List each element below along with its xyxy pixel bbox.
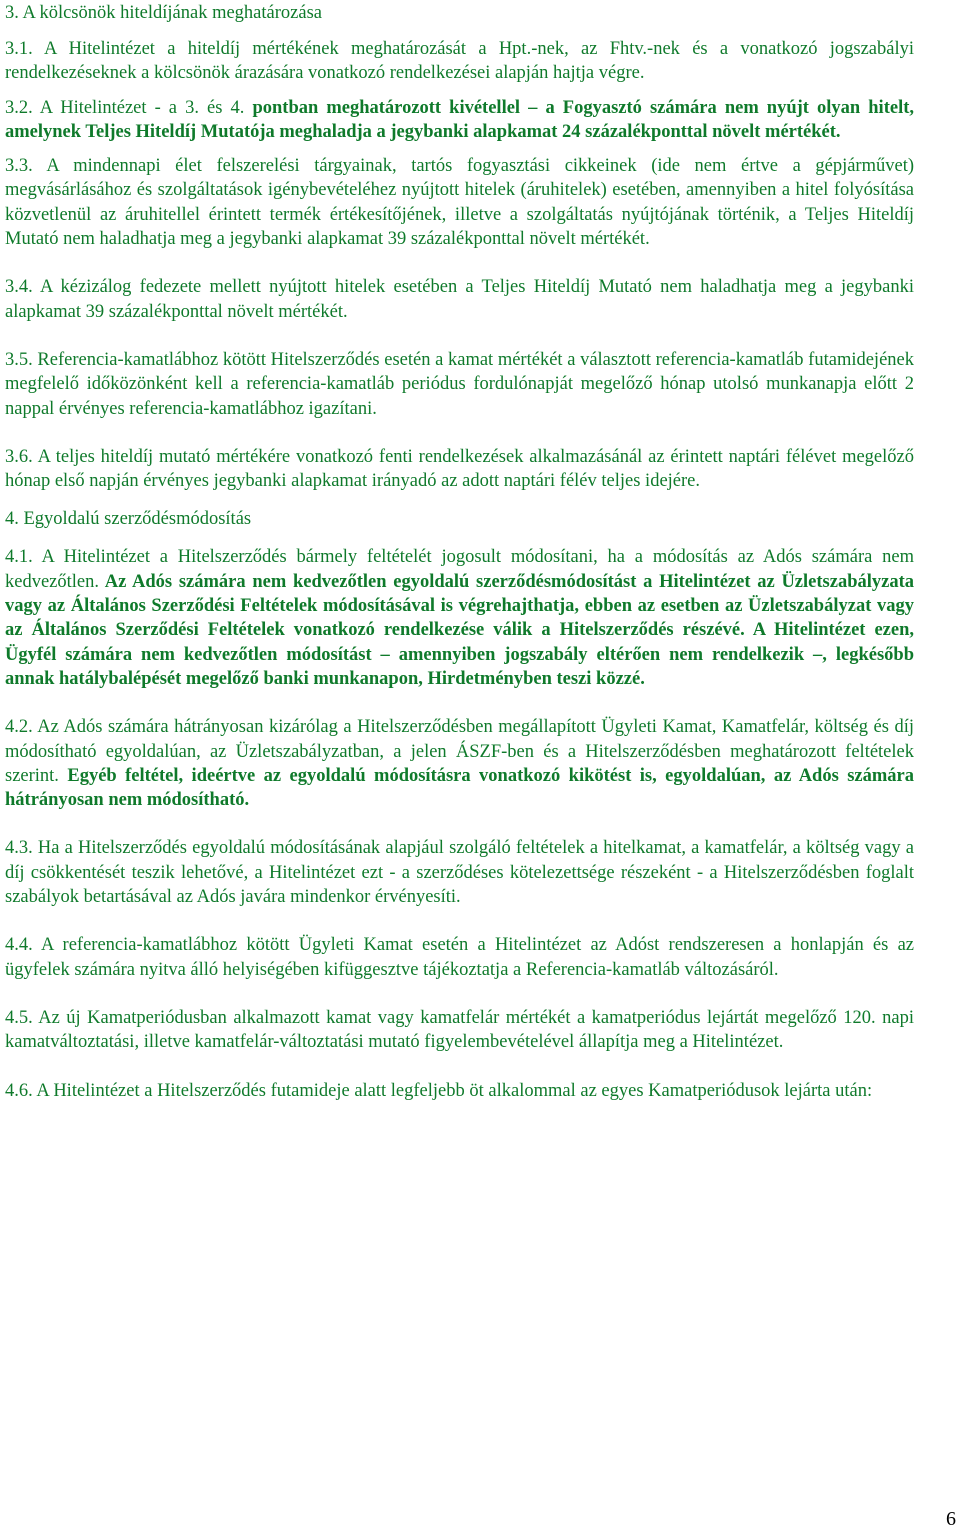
paragraph-3-3: 3.3. A mindennapi élet felszerelési tárgyainak, tartós fogyasztási cikkeinek (ide nem értve a gépjárművet) megvásárlásához és szolgáltatások igénybevételéhez nyújtott hitelek (áruhitelek) esetében, amennyiben a hitel folyósítása közvetlenül az áruhitellel érintett termék értékesítőjének, illetve a szolgáltatás nyújtójának történik, a Teljes Hiteldíj Mutató nem haladhatja meg a jegybanki alapkamat 39 százalékponttal növelt mértékét.	[5, 156, 914, 250]
paragraph-4-2-rest: Egyéb feltétel, ideértve az egyoldalú módosításra vonatkozó kikötést is, egyoldalúan, az Adós számára hátrányosan nem módosítható.	[5, 765, 914, 811]
paragraph-3-6: 3.6. A teljes hiteldíj mutató mértékére vonatkozó fenti rendelkezések alkalmazásánál az érintett naptári félévet megelőző hónap első napján érvényes jegybanki alapkamat irányadó az adott naptári félév teljes idejére.	[5, 446, 914, 492]
paragraph-3-1: 3.1. A Hitelintézet a hiteldíj mértékének meghatározását a Hpt.-nek, az Fhtv.-nek és a vonatkozó jogszabályi rendelkezéseknek a kölcsönök árazására vonatkozó rendelkezései alapján hajtja végre.	[5, 39, 914, 84]
paragraph-4-1-lead: 4.1. A Hitelintézet a Hitelszerződés bármely feltételét jogosult módosítani, ha a módosítás az Adós számára nem kedvezőtlen.	[5, 547, 914, 592]
paragraph-3-2-rest: pontban meghatározott kivétellel – a Fogyasztó számára nem nyújt olyan hitelt, amelynek Teljes Hiteldíj Mutatója meghaladja a jegybanki alapkamat 24 százalékponttal növelt mértékét.	[5, 97, 914, 142]
paragraph-4-4: 4.4. A referencia-kamatlábhoz kötött Ügyleti Kamat esetén a Hitelintézet az Adóst rendszeresen a honlapján és az ügyfelek számára nyitva álló helyiségében kifüggesztve tájékoztatja a Referencia-kamatláb változásáról.	[5, 935, 914, 980]
paragraph-4-5: 4.5. Az új Kamatperiódusban alkalmazott kamat vagy kamatfelár mértékét a kamatperiódus lejártát megelőző 120. napi kamatváltoztatási, illetve kamatfelár-változtatási mutató figyelembevételével állapítja meg a Hitelintézet.	[5, 1007, 914, 1053]
page-number: 6	[946, 1508, 956, 1530]
paragraph-4-1-rest: Az Adós számára nem kedvezőtlen egyoldalú szerződésmódosítást a Hitelintézet az Üzletszabályzata vagy az Általános Szerződési Feltételek módosításával is végrehajthatja, ebben az esetben az Üzletszabályzat vagy az Általános Szerződési Feltételek vonatkozó rendelkezése válik a Hitelszerződés részévé. A Hitelintézet ezen, Ügyfél számára nem kedvezőtlen módosítást – amennyiben jogszabály eltérően nem rendelkezik –, legkésőbb annak hatálybalépését megelőző banki munkanapon, Hirdetményben teszi közzé.	[5, 571, 914, 689]
section-3-heading: 3. A kölcsönök hiteldíjának meghatározása	[5, 3, 322, 23]
paragraph-4-6: 4.6. A Hitelintézet a Hitelszerződés futamideje alatt legfeljebb öt alkalommal az egyes Kamatperiódusok lejárta után:	[5, 1080, 873, 1101]
paragraph-3-2	[5, 96, 914, 145]
section-4-heading: 4. Egyoldalú szerződésmódosítás	[5, 509, 252, 530]
paragraph-4-3: 4.3. Ha a Hitelszerződés egyoldalú módosításának alapjául szolgáló feltételek a hitelkamat, a kamatfelár, a költség vagy a díj csökkentését teszik lehetővé, a Hitelintézet ezt - a szerződéses kötelezettsége részeként - a Hitelszerződésben foglalt szabályok betartásával az Adós javára mindenkor érvényesíti.	[5, 838, 914, 908]
paragraph-4-2	[5, 715, 914, 812]
paragraph-3-5: 3.5. Referencia-kamatlábhoz kötött Hitelszerződés esetén a kamat mértékét a választott referencia-kamatláb futamidejének megfelelő időközönként kell a referencia-kamatláb periódus fordulónapját megelőző hónap utolsó munkanapja előtt 2 nappal érvényes referencia-kamatlábhoz igazítani.	[5, 349, 914, 419]
document-page	[5, 0, 914, 1127]
paragraph-4-2-lead: 4.2. Az Adós számára hátrányosan kizárólag a Hitelszerződésben megállapított Ügyleti Kamat, Kamatfelár, költség és díj módosítható egyoldalúan, az Üzletszabályzatban, a jelen ÁSZF-ben és a Hitelszerződésben meghatározott feltételek szerint.	[5, 717, 914, 786]
paragraph-3-4: 3.4. A kézizálog fedezete mellett nyújtott hitelek esetében a Teljes Hiteldíj Mutató nem haladhatja meg a jegybanki alapkamat 39 százalékponttal növelt mértékét.	[5, 277, 914, 322]
paragraph-3-2-lead: 3.2. A Hitelintézet - a 3. és 4.	[5, 97, 245, 118]
paragraph-4-1	[5, 545, 914, 691]
